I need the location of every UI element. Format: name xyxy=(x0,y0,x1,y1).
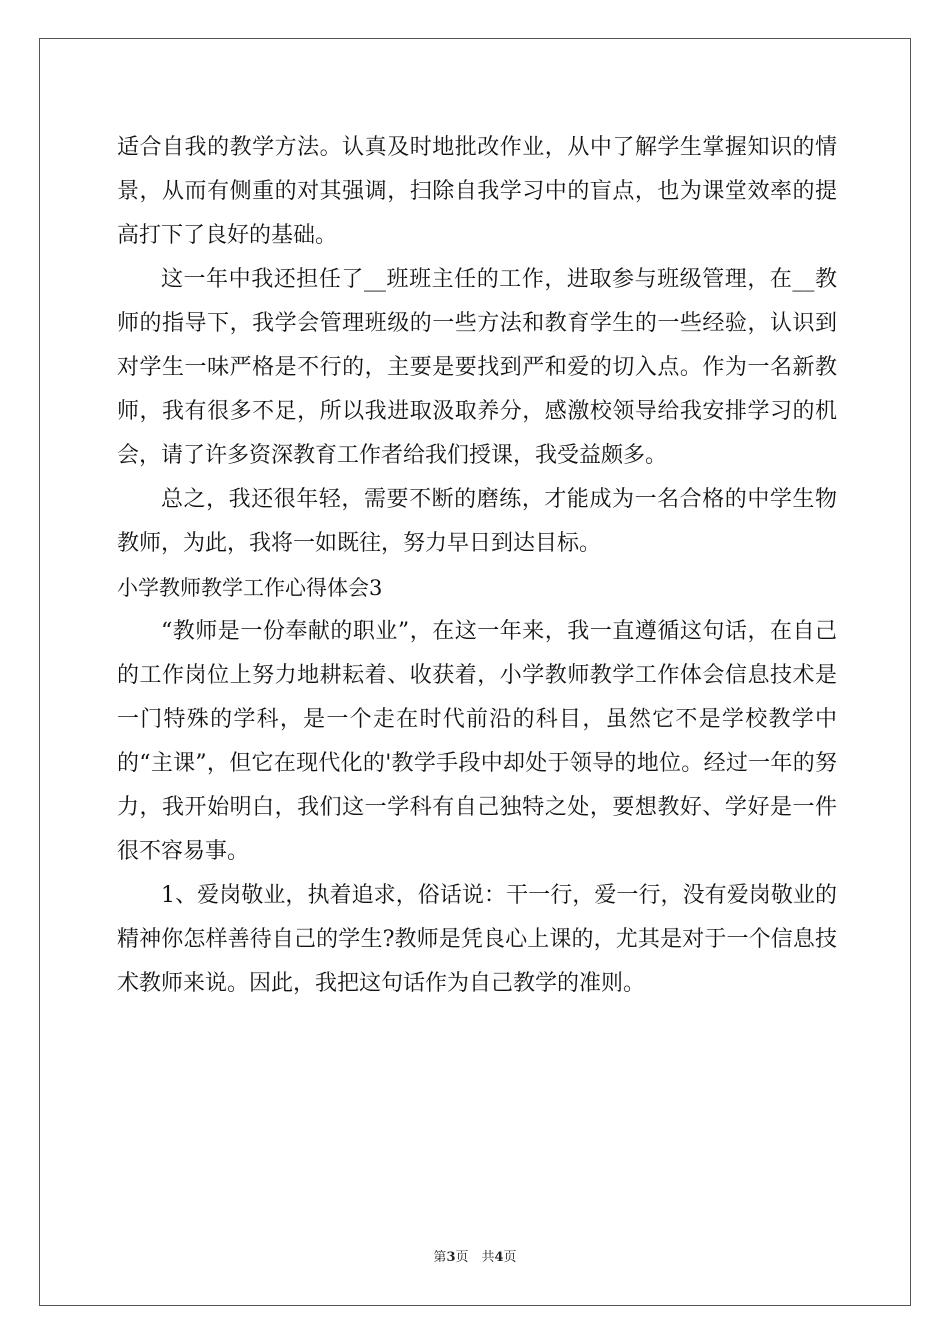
footer-current-page: 3 xyxy=(446,1250,456,1265)
document-body xyxy=(117,126,837,1006)
footer-suffix: 页 xyxy=(503,1250,517,1265)
footer-total-pages: 4 xyxy=(494,1250,504,1265)
paragraph-1: 适合自我的教学方法。认真及时地批改作业，从中了解学生掌握知识的情景，从而有侧重的对其强调，扫除自我学习中的盲点，也为课堂效率的提高打下了良好的基础。 xyxy=(117,135,837,248)
paragraph-5: 1、爱岗敬业，执着追求，俗话说：干一行，爱一行，没有爱岗敬业的精神你怎样善待自己的学生?教师是凭良心上课的，尤其是对于一个信息技术教师来说。因此，我把这句话作为自己教学的准则。 xyxy=(117,883,837,996)
page-footer xyxy=(0,1246,950,1265)
section-heading: 小学教师教学工作心得体会3 xyxy=(117,576,383,600)
footer-prefix: 第 xyxy=(433,1250,447,1265)
paragraph-4: “教师是一份奉献的职业”，在这一年来，我一直遵循这句话，在自己的工作岗位上努力地耕耘着、收获着，小学教师教学工作体会信息技术是一门特殊的学科，是一个走在时代前沿的科目，虽然它不是学校教学中的“主课”，但它在现代化的'教学手段中却处于领导的地位。经过一年的努力，我开始明白，我们这一学科有自己独特之处，要想教好、学好是一件很不容易事。 xyxy=(117,619,837,864)
footer-middle: 页 共 xyxy=(455,1250,495,1265)
paragraph-2: 这一年中我还担任了__班班主任的工作，进取参与班级管理，在__教师的指导下，我学会管理班级的一些方法和教育学生的一些经验，认识到对学生一味严格是不行的，主要是要找到严和爱的切入点。作为一名新教师，我有很多不足，所以我进取汲取养分，感激校领导给我安排学习的机会，请了许多资深教育工作者给我们授课，我受益颇多。 xyxy=(117,267,837,468)
paragraph-3: 总之，我还很年轻，需要不断的磨练，才能成为一名合格的中学生物教师，为此，我将一如既往，努力早日到达目标。 xyxy=(117,487,837,556)
